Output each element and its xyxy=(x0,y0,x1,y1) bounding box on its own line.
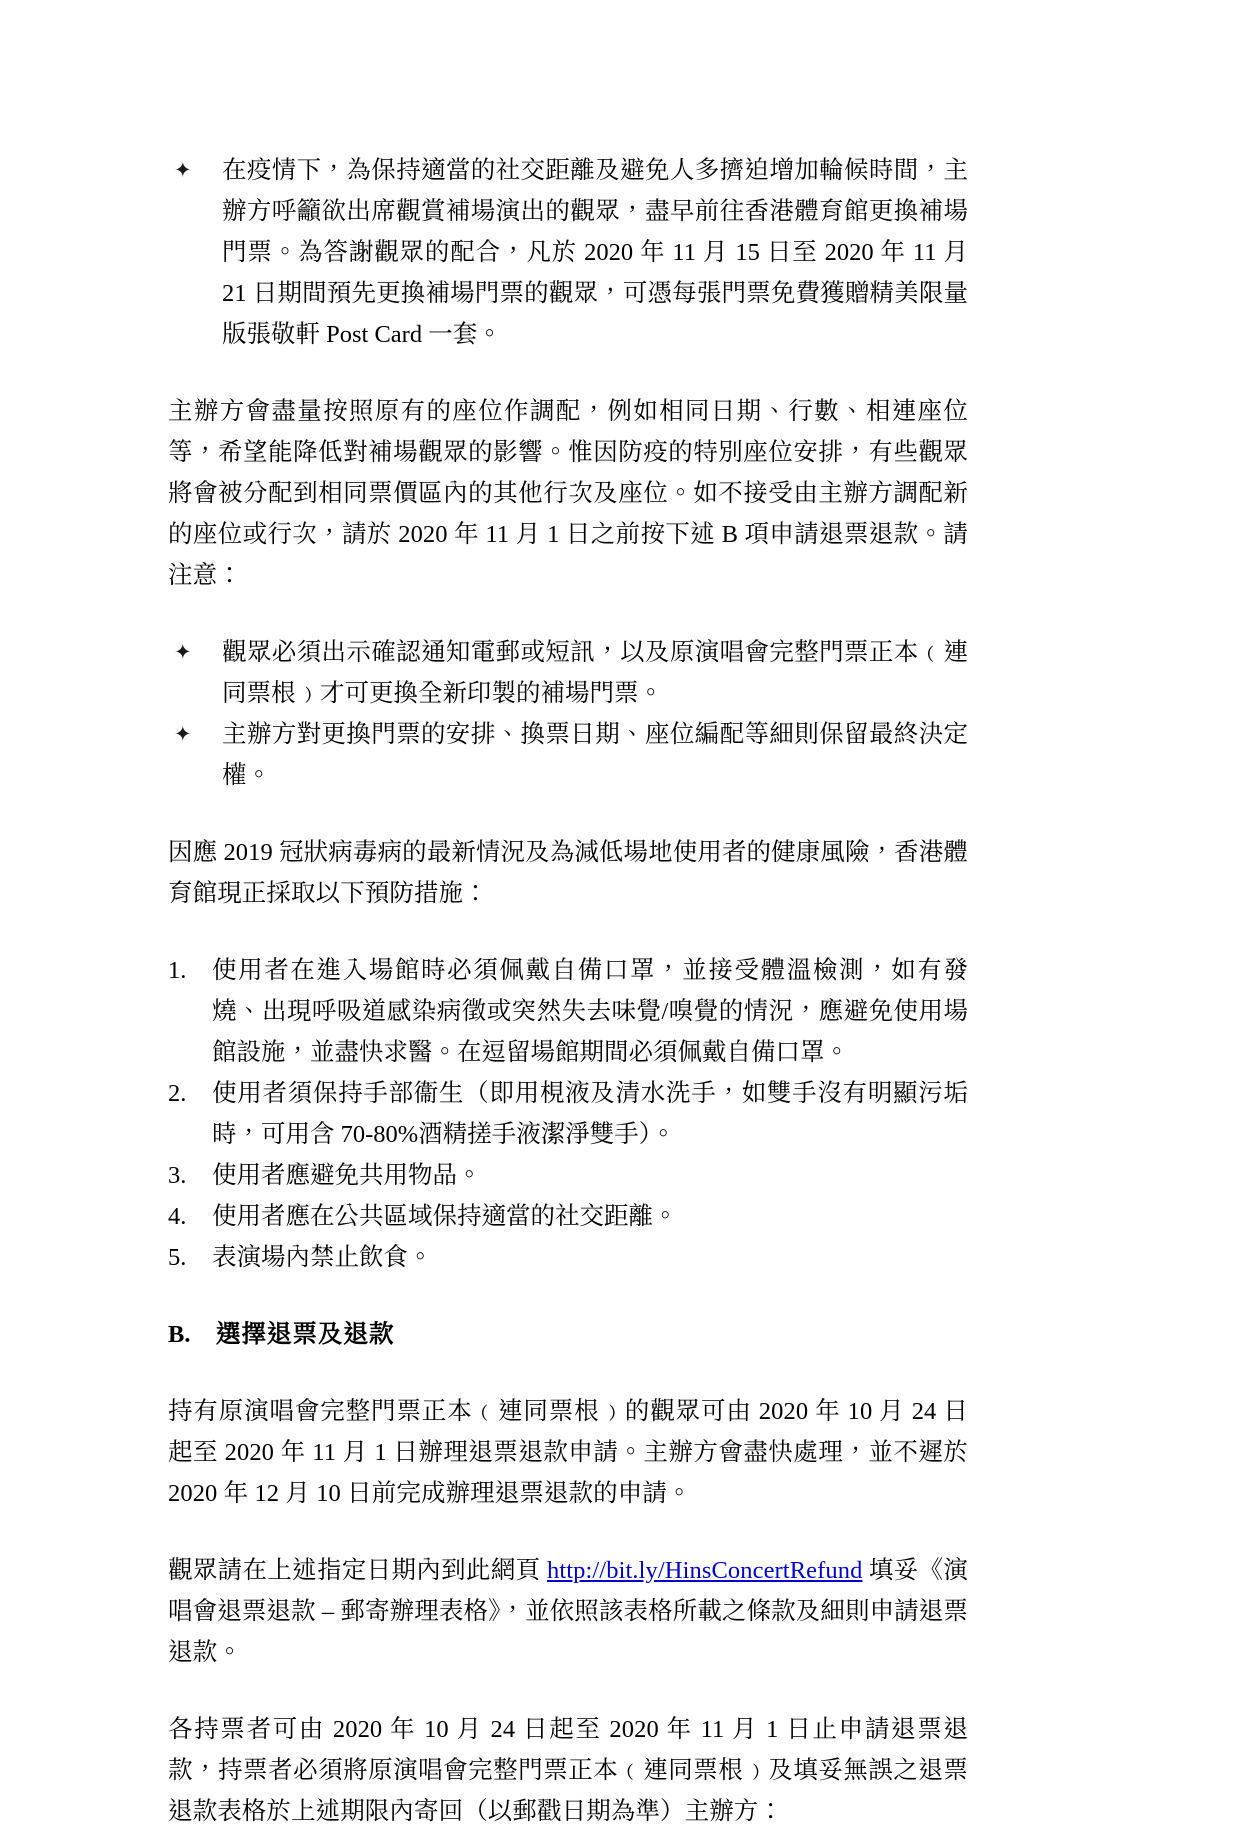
spacer xyxy=(168,1673,968,1709)
list-item-number: 4. xyxy=(168,1203,187,1230)
list-item-text: 使用者應在公共區域保持適當的社交距離。 xyxy=(212,1203,678,1230)
list-item-number: 1. xyxy=(168,957,187,984)
diamond-bullet-icon: ✦ xyxy=(174,158,192,182)
list-item xyxy=(168,632,968,714)
list-item-text: 使用者在進入場館時必須佩戴自備口罩，並接受體溫檢測，如有發燒、出現呼吸道感染病徵或突然失去味覺/嗅覺的情況，應避免使用場館設施，並盡快求醫。在逗留場館期間必須佩戴自備口罩。 xyxy=(212,957,968,1066)
list-item-number: 5. xyxy=(168,1244,187,1271)
section-label: B. xyxy=(168,1321,191,1348)
list-item-number: 3. xyxy=(168,1162,187,1189)
document-body xyxy=(168,150,968,1832)
spacer xyxy=(168,355,968,391)
list-item xyxy=(168,714,968,796)
paragraph-mail-back: 各持票者可由 2020 年 10 月 24 日起至 2020 年 11 月 1 日止申請退票退款，持票者必須將原演唱會完整門票正本﹙連同票根﹚及填妥無誤之退票退款表格於上述期限內寄回（以郵戳日期為準）主辦方： xyxy=(168,1716,968,1825)
list-item-text: 表演場內禁止飲食。 xyxy=(212,1244,433,1271)
paragraph-refund-period: 持有原演唱會完整門票正本﹙連同票根﹚的觀眾可由 2020 年 10 月 24 日起至 2020 年 11 月 1 日辦理退票退款申請。主辦方會盡快處理，並不遲於 2020 年 12 月 10 日前完成辦理退票退款的申請。 xyxy=(168,1398,968,1507)
list-item-text: 在疫情下，為保持適當的社交距離及避免人多擠迫增加輪候時間，主辦方呼籲欲出席觀賞補場演出的觀眾，盡早前往香港體育館更換補場門票。為答謝觀眾的配合，凡於 2020 年 11 月 15 日至 2020 年 11 月 21 日期間預先更換補場門票的觀眾，可憑每張門票免費獲贈精美限量版張敬軒 Post Card 一套。 xyxy=(222,157,968,348)
section-heading-b xyxy=(168,1314,968,1355)
diamond-bullet-icon: ✦ xyxy=(174,640,192,664)
list-item-text: 使用者須保持手部衞生（即用梘液及清水洗手，如雙手沒有明顯污垢時，可用含 70-80%酒精搓手液潔淨雙手）。 xyxy=(212,1080,968,1148)
paragraph-refund-form xyxy=(168,1550,968,1673)
paragraph-seating: 主辦方會盡量按照原有的座位作調配，例如相同日期、行數、相連座位等，希望能降低對補場觀眾的影響。惟因防疫的特別座位安排，有些觀眾將會被分配到相同票價區內的其他行次及座位。如不接受由主辦方調配新的座位或行次，請於 2020 年 11 月 1 日之前按下述 B 項申請退票退款。請注意： xyxy=(168,398,968,589)
section-title: 選擇退票及退款 xyxy=(216,1321,395,1348)
paragraph-suffix: 填妥《演唱會退票退款 – 郵寄辦理表格》，並依照該表格所載之條款及細則申請退票退款。 xyxy=(168,1557,968,1666)
list-item xyxy=(168,1196,968,1237)
mid-bullet-list xyxy=(168,632,968,796)
diamond-bullet-icon: ✦ xyxy=(174,722,192,746)
refund-form-link[interactable]: http://bit.ly/HinsConcertRefund xyxy=(546,1557,863,1584)
list-item-text: 觀眾必須出示確認通知電郵或短訊，以及原演唱會完整門票正本﹙連同票根﹚才可更換全新印製的補場門票。 xyxy=(222,639,968,707)
list-item-text: 使用者應避免共用物品。 xyxy=(212,1162,482,1189)
spacer xyxy=(168,596,968,632)
list-item-text: 主辦方對更換門票的安排、換票日期、座位編配等細則保留最終決定權。 xyxy=(222,721,968,789)
list-item xyxy=(168,950,968,1073)
paragraph-precaution-intro: 因應 2019 冠狀病毒病的最新情況及為減低場地使用者的健康風險，香港體育館現正採取以下預防措施： xyxy=(168,839,968,907)
list-item xyxy=(168,1073,968,1155)
spacer xyxy=(168,796,968,832)
list-item xyxy=(168,1237,968,1278)
list-item xyxy=(168,150,968,355)
spacer xyxy=(168,1355,968,1391)
spacer xyxy=(168,914,968,950)
paragraph-prefix: 觀眾請在上述指定日期內到此網頁 xyxy=(168,1557,547,1584)
list-item xyxy=(168,1155,968,1196)
precaution-list xyxy=(168,950,968,1278)
spacer xyxy=(168,1278,968,1314)
list-item-number: 2. xyxy=(168,1080,187,1107)
top-bullet-list xyxy=(168,150,968,355)
spacer xyxy=(168,1514,968,1550)
